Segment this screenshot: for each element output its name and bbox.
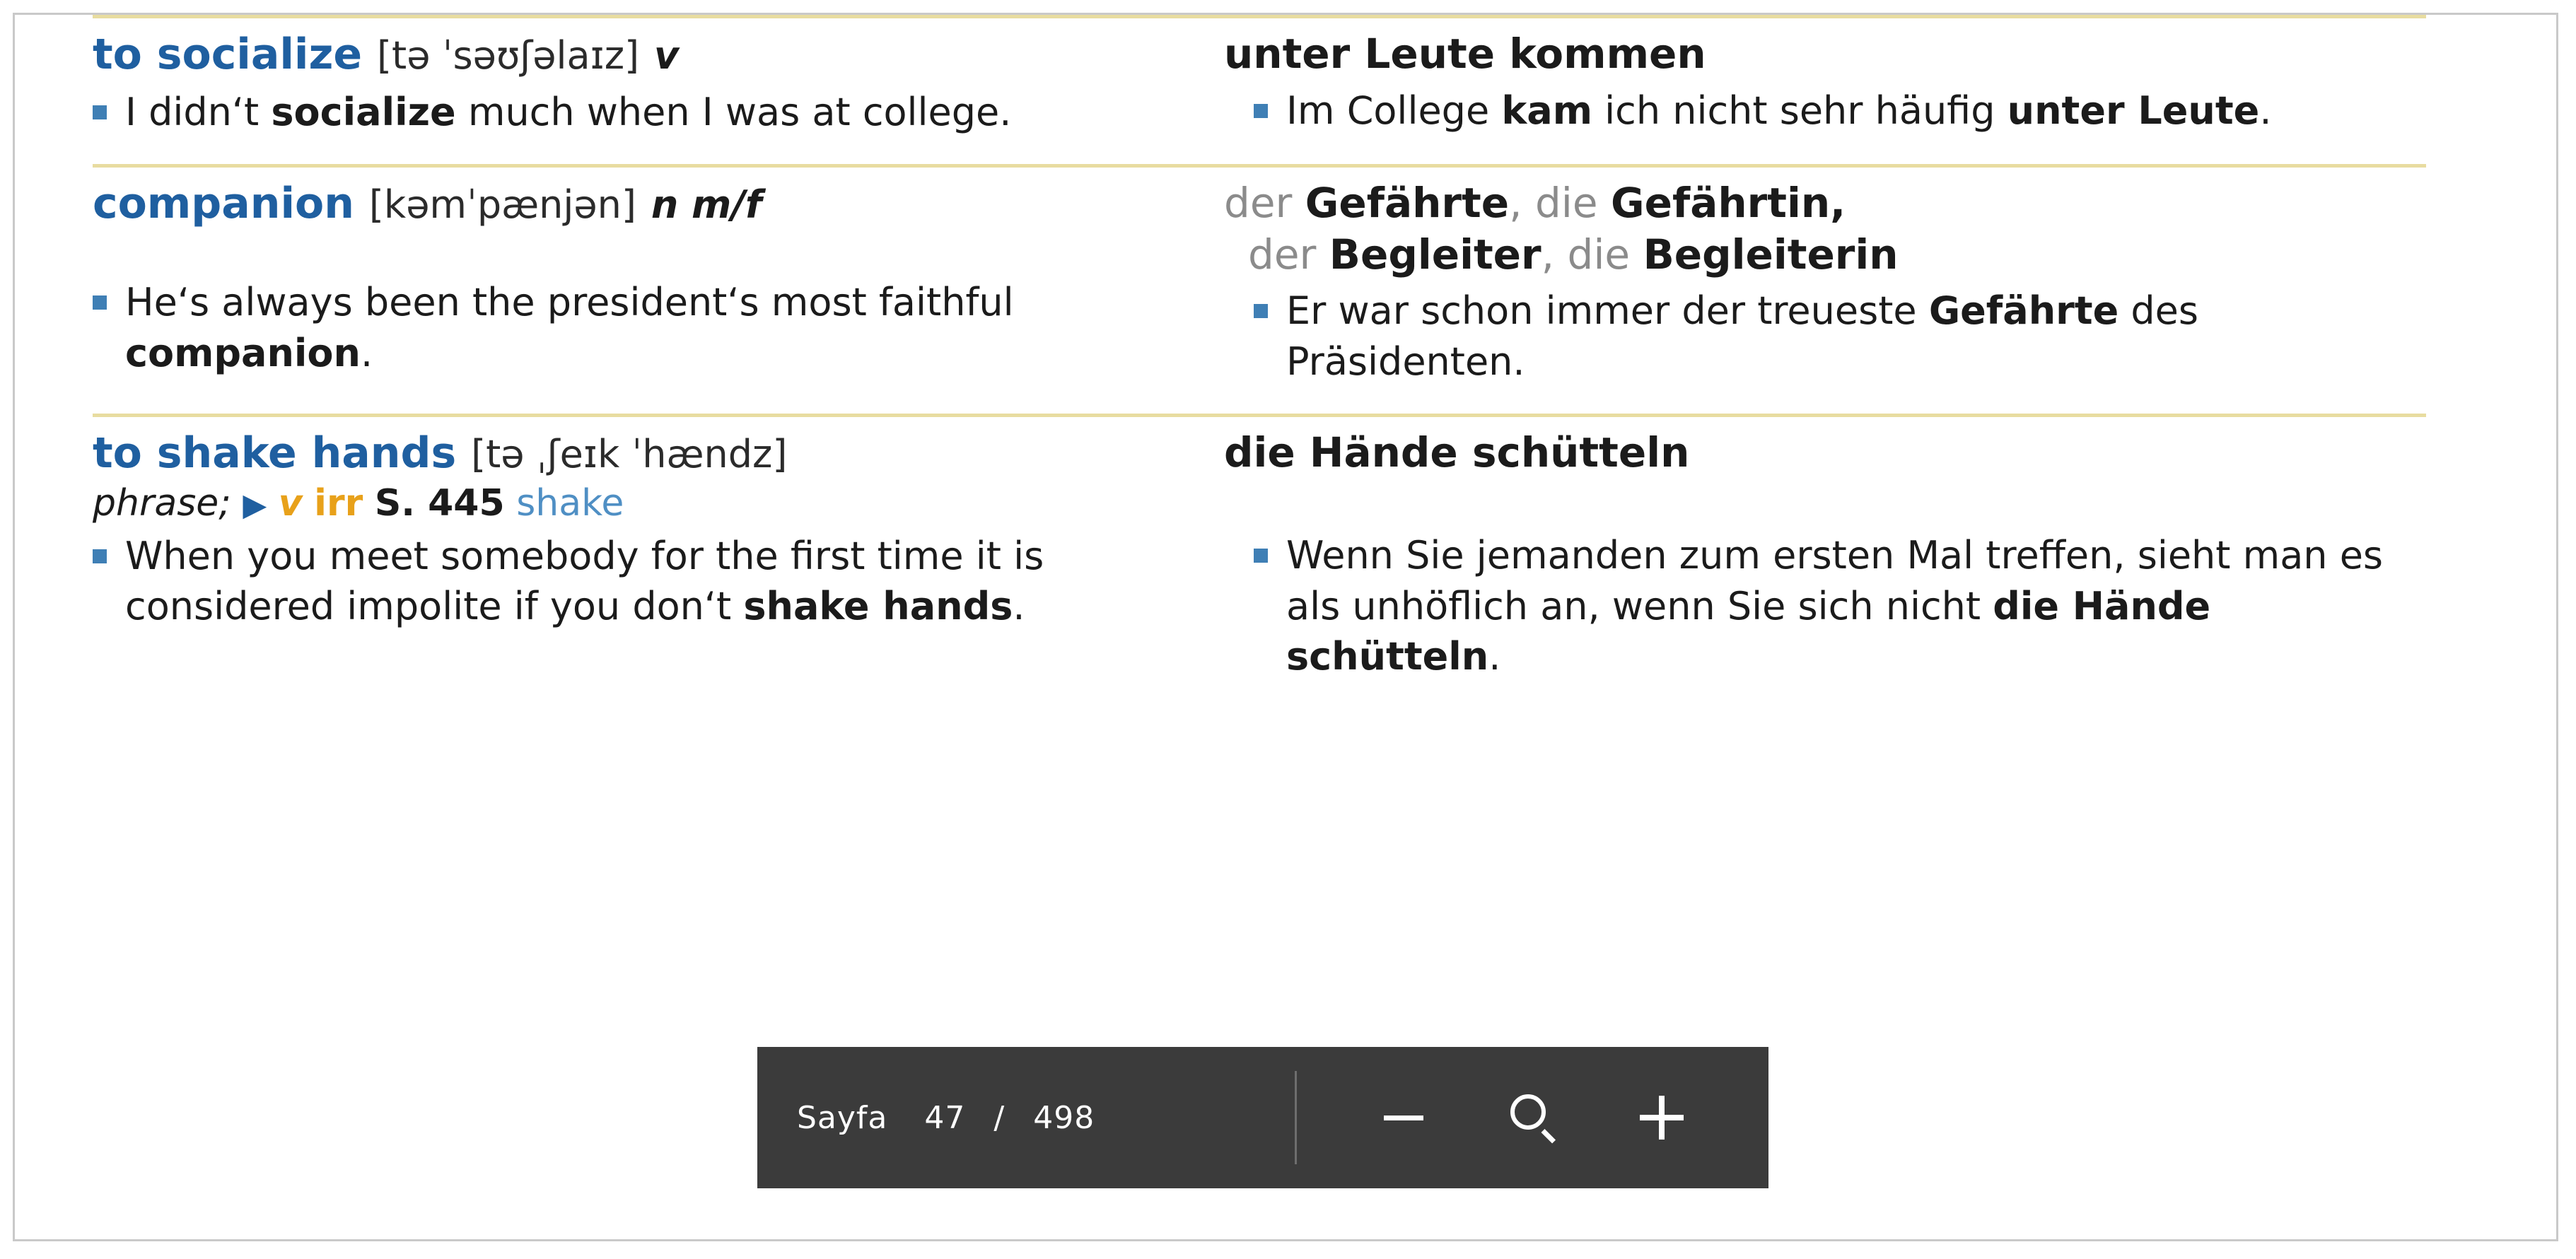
pronunciation: [tə ˈsəʊʃəlaɪz] <box>376 33 640 78</box>
crossref-word[interactable]: shake <box>516 481 624 525</box>
example-source-text: He‘s always been the president‘s most faithful companion. <box>125 280 1014 375</box>
current-page-value[interactable]: 47 <box>924 1099 966 1136</box>
dictionary-entry <box>93 28 2426 137</box>
entry-target-column <box>1224 177 2426 387</box>
translation-headline: unter Leute kommen <box>1224 30 1706 78</box>
entry-target-column <box>1224 28 2426 137</box>
example-source-text: I didn‘t socialize much when I was at college. <box>125 90 1012 134</box>
translation-headline: der Gefährte, die Gefährtin, <box>1224 179 1846 228</box>
triangle-right-icon: ▶ <box>243 486 267 523</box>
bullet-icon <box>93 531 125 632</box>
phrase-label: phrase; <box>93 481 231 525</box>
bullet-icon <box>1254 530 1286 681</box>
dictionary-column-area <box>93 15 2476 1217</box>
zoom-in-button[interactable] <box>1619 1075 1704 1160</box>
dictionary-entry <box>93 427 2426 681</box>
translation-headline: die Hände schütteln <box>1224 428 1690 476</box>
example-target <box>1224 286 2426 387</box>
headword: to shake hands <box>93 428 457 478</box>
entry-target-column <box>1224 427 2426 681</box>
part-of-speech: n m/f <box>651 182 762 228</box>
example-target-text: Im College kam ich nicht sehr häufig unter Leute. <box>1286 88 2272 133</box>
example-target <box>1224 86 2426 136</box>
example-source <box>93 531 1210 632</box>
bullet-icon <box>93 277 125 378</box>
page-indicator <box>757 1100 1295 1136</box>
document-page <box>13 13 2558 1241</box>
bullet-icon <box>1254 86 1286 136</box>
total-pages-value: 498 <box>1033 1099 1095 1136</box>
entry-source-column <box>93 28 1224 137</box>
headword: companion <box>93 179 354 229</box>
bullet-icon <box>93 87 125 137</box>
pronunciation: [tə ˌʃeɪk ˈhændz] <box>471 431 788 476</box>
example-target <box>1224 530 2426 681</box>
example-source <box>93 87 1210 137</box>
example-target-text: Er war schon immer der treueste Gefährte des Präsidenten. <box>1286 288 2199 384</box>
crossref-pos: v <box>278 481 303 525</box>
magnifier-icon <box>1508 1093 1557 1142</box>
translation-headline-continued: der Begleiter, die Begleiterin <box>1248 230 1899 279</box>
entry-source-column <box>93 427 1224 681</box>
headword: to socialize <box>93 30 363 79</box>
headword-line <box>93 28 1210 81</box>
plus-icon <box>1640 1096 1684 1140</box>
page-label: Sayfa <box>797 1099 888 1136</box>
part-of-speech: v <box>654 33 680 78</box>
crossref-irregular: irr <box>314 481 363 525</box>
headword-line <box>93 427 1210 480</box>
entry-source-column <box>93 177 1224 387</box>
example-source <box>93 277 1210 378</box>
minus-icon <box>1384 1115 1423 1120</box>
example-source-text: When you meet somebody for the first time it is considered impolite if you don‘t shake hands. <box>125 534 1044 629</box>
example-target-text: Wenn Sie jemanden zum ersten Mal treffen, sieht man es als unhöflich an, wenn Sie sich nicht die Hände schütteln. <box>1286 533 2384 679</box>
page-separator: / <box>993 1099 1006 1136</box>
magnifier-button[interactable] <box>1490 1075 1575 1160</box>
pronunciation: [kəmˈpænjən] <box>368 182 636 228</box>
page-zoom-toolbar[interactable] <box>757 1047 1768 1188</box>
zoom-controls <box>1297 1075 1768 1160</box>
bullet-icon <box>1254 286 1286 387</box>
crossref-page: S. 445 <box>374 481 505 525</box>
zoom-out-button[interactable] <box>1361 1075 1446 1160</box>
headword-line <box>93 177 1210 230</box>
cross-reference-line <box>93 481 1210 525</box>
dictionary-entry <box>93 177 2426 387</box>
